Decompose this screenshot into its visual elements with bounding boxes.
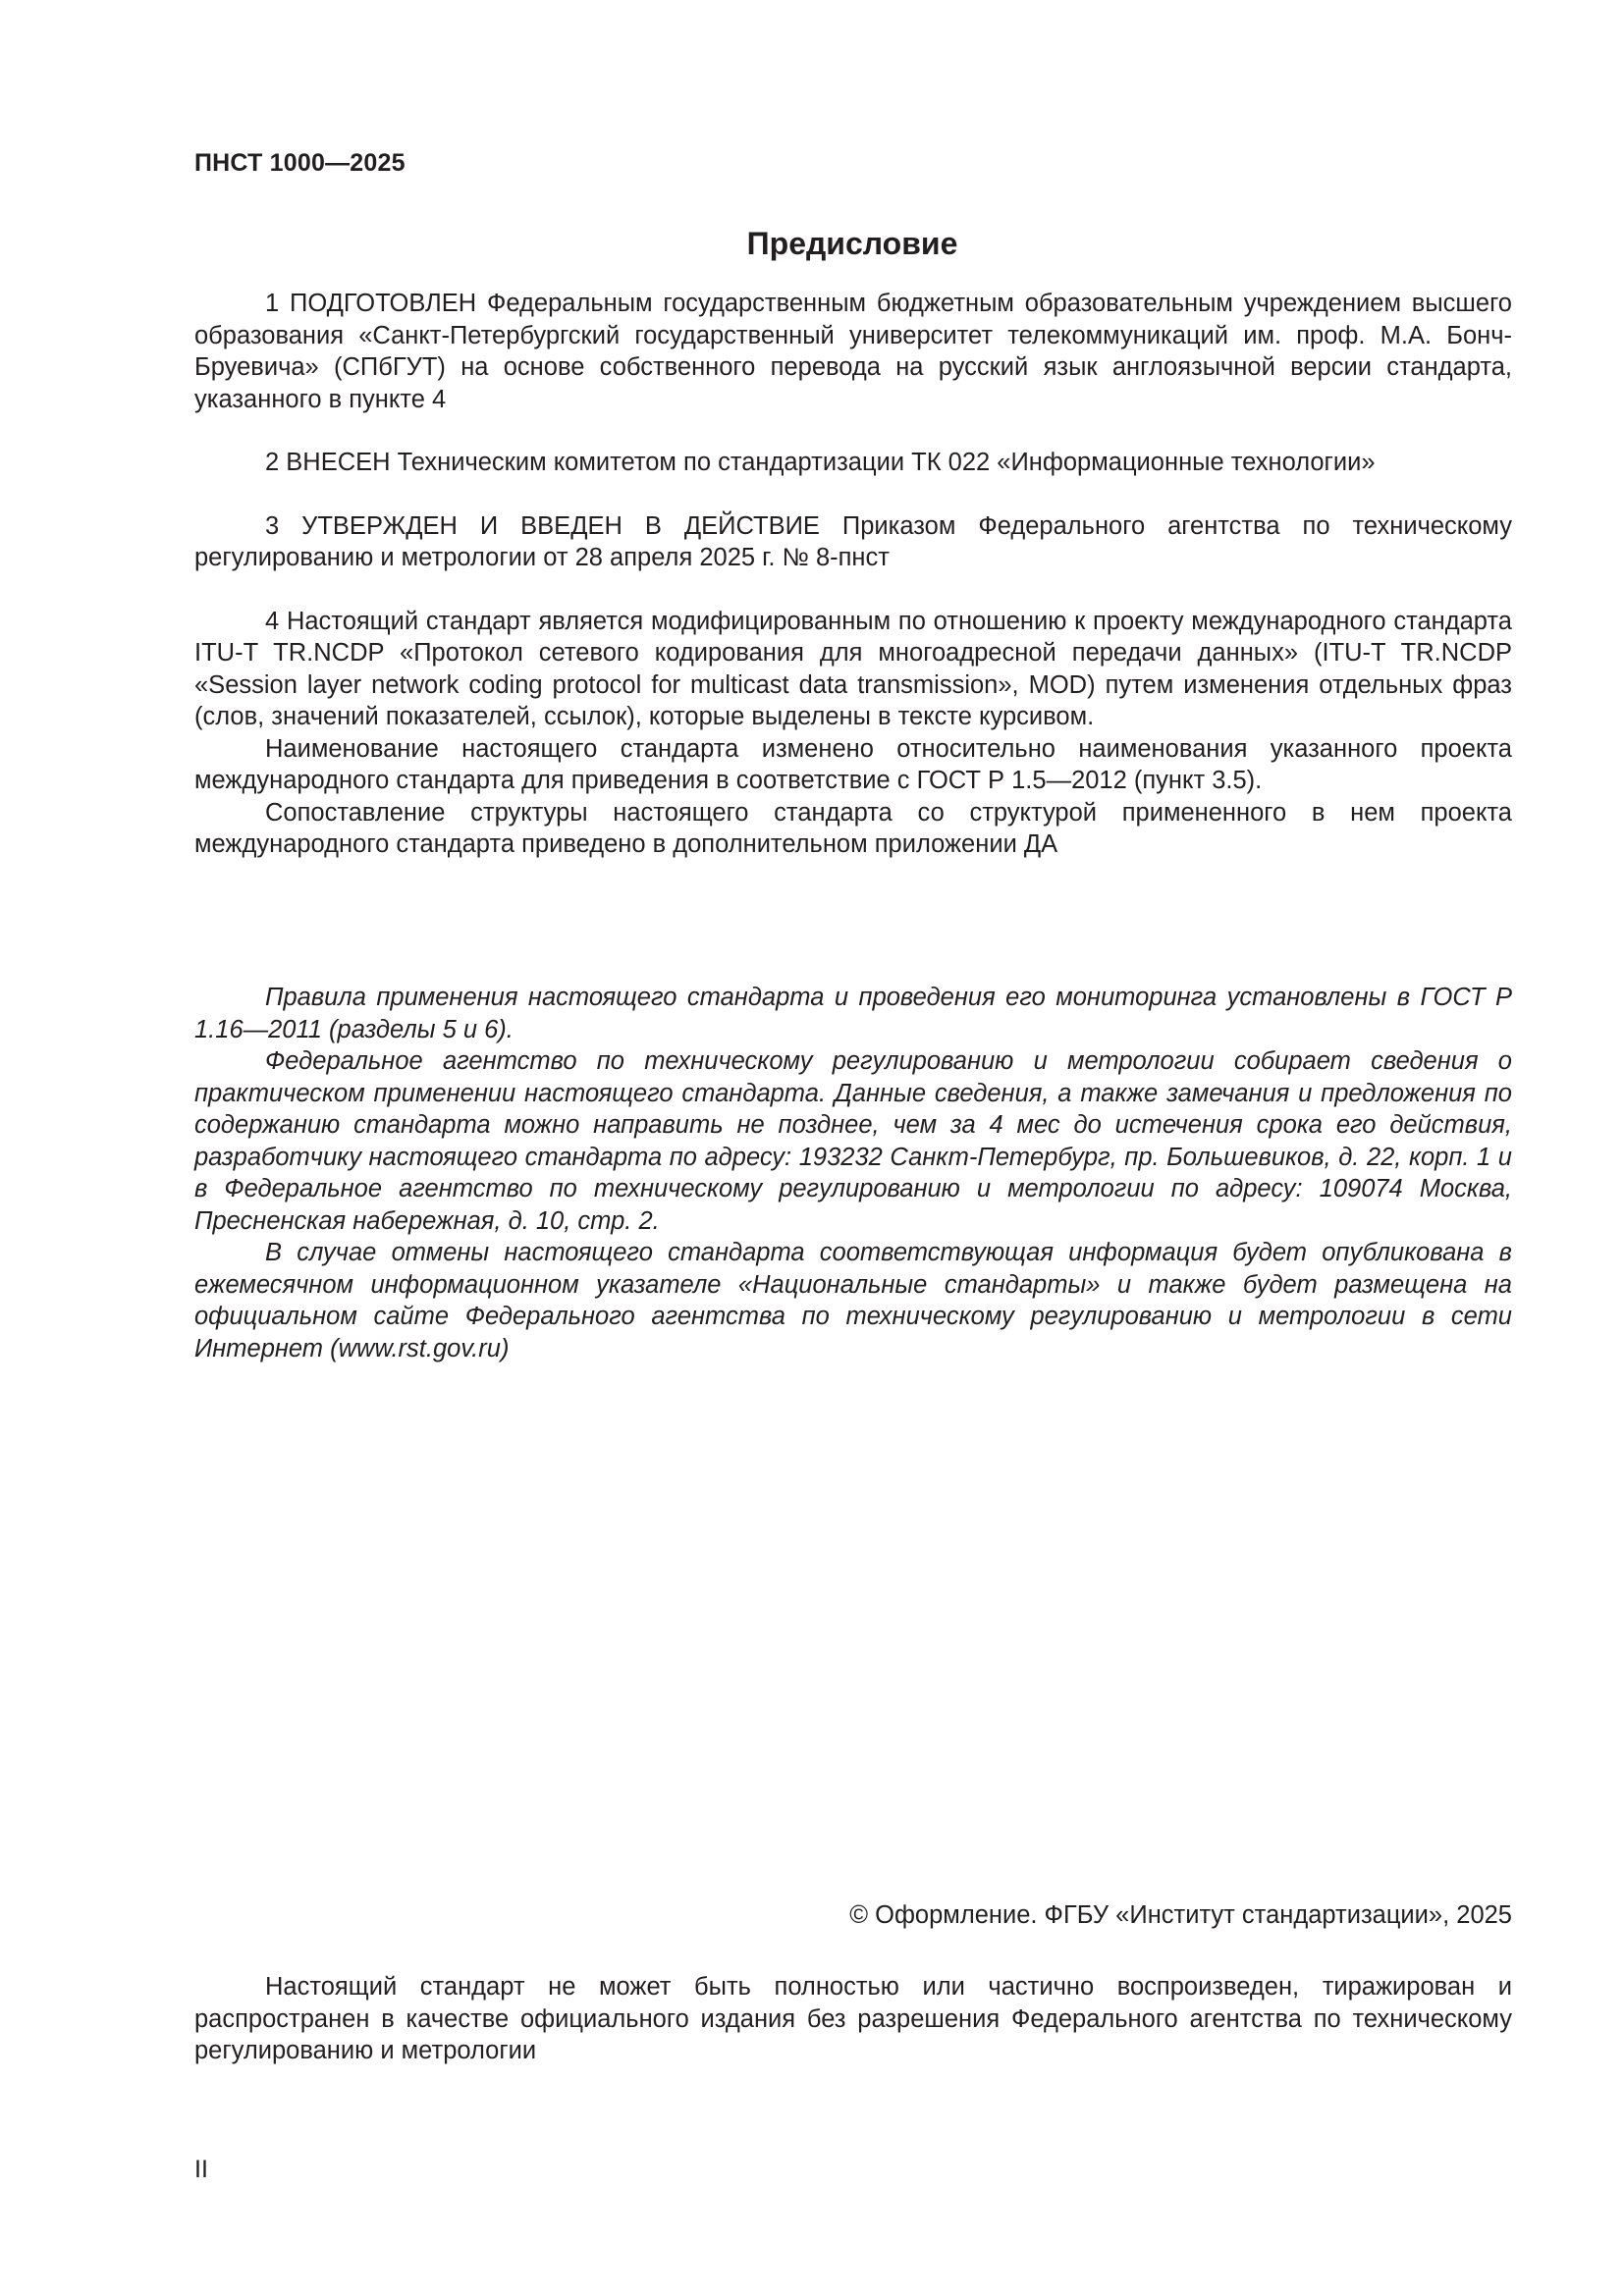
- rules-cancellation-paragraph: В случае отмены настоящего стандарта соответствующая информация будет опубликована в ежемесячном информационном указателе «Национальные стандарты» и также будет размещена на официальном сайте Федерального агентства по техническому регулированию и метрологии в сети Интернет (www.rst.gov.ru): [194, 1239, 1512, 1362]
- rules-application-paragraph: Правила применения настоящего стандарта и проведения его мониторинга установлены в ГОСТ Р 1.16—2011 (разделы 5 и 6).: [194, 984, 1512, 1043]
- rules-feedback-paragraph: Федеральное агентство по техническому регулированию и метрологии собирает сведения о практическом применении настоящего стандарта. Данные сведения, а также замечания и предложения по содержанию стандарта можно направить не позднее, чем за 4 мес до истечения срока его действия, разработчику настоящего стандарта по адресу: 193232 Санкт-Петербург, пр. Большевиков, д. 22, корп. 1 и в Федеральное агентство по техническому регулированию и метрологии по адресу: 109074 Москва, Пресненская набережная, д. 10, стр. 2.: [194, 1047, 1512, 1235]
- preface-section: [194, 288, 1512, 861]
- preface-item-4-name-change: Наименование настоящего стандарта изменено относительно наименования указанного проекта международного стандарта для приведения в соответствие с ГОСТ Р 1.5—2012 (пункт 3.5).: [194, 734, 1512, 794]
- preface-item-2: 2 ВНЕСЕН Техническим комитетом по стандартизации ТК 022 «Информационные технологии»: [265, 449, 1376, 476]
- document-code: ПНСТ 1000—2025: [194, 149, 406, 177]
- page-title: Предисловие: [746, 226, 958, 261]
- rules-section: [194, 982, 1512, 1364]
- reproduction-notice-text: Настоящий стандарт не может быть полностью или частично воспроизведен, тиражирован и распространен в качестве официального издания без разрешения Федерального агентства по техническому регулированию и метрологии: [194, 1973, 1512, 2064]
- preface-item-1: 1 ПОДГОТОВЛЕН Федеральным государственным бюджетным образовательным учреждением высшего образования «Санкт-Петербургский государственный университет телекоммуникаций им. проф. М.А. Бонч-Бруевича» (СПбГУТ) на основе собственного перевода на русский язык англоязычной версии стандарта, указанного в пункте 4: [194, 290, 1512, 413]
- preface-item-4-structure: Сопоставление структуры настоящего стандарта со структурой примененного в нем проекта международного стандарта приведено в дополнительном приложении ДА: [194, 798, 1512, 858]
- copyright-line: © Оформление. ФГБУ «Институт стандартизации», 2025: [849, 1901, 1512, 1929]
- preface-item-3: 3 УТВЕРЖДЕН И ВВЕДЕН В ДЕЙСТВИЕ Приказом Федерального агентства по техническому регулированию и метрологии от 28 апреля 2025 г. № 8-пнст: [194, 511, 1512, 571]
- page-number: II: [194, 2156, 208, 2183]
- preface-item-4: 4 Настоящий стандарт является модифицированным по отношению к проекту международного стандарта ITU-T TR.NCDP «Протокол сетевого кодирования для многоадресной передачи данных» (ITU-T TR.NCDP «Session layer network coding protocol for multicast data transmission», MOD) путем изменения отдельных фраз (слов, значений показателей, ссылок), которые выделены в тексте курсивом.: [194, 607, 1512, 730]
- reproduction-notice: [194, 1971, 1512, 2067]
